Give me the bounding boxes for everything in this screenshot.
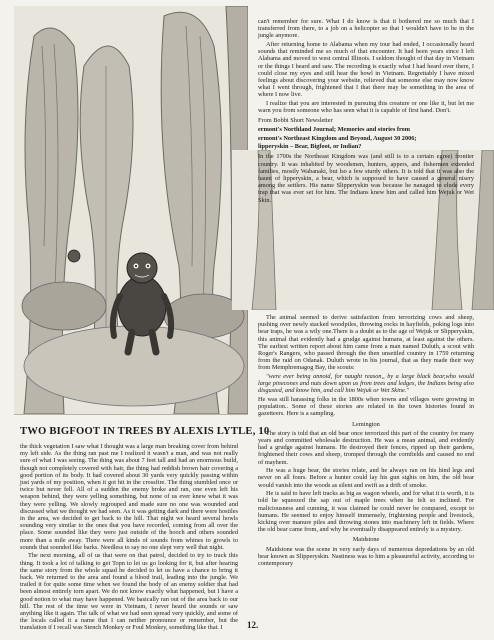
paragraph: Maidstone was the scene in very early days of numerous depredations by an old bear known as Slipperyskin. Nastiness was to him a pleasureful activity, according to contemporary bbox=[258, 545, 474, 568]
bigfoot-drawing bbox=[14, 6, 248, 415]
left-column bbox=[20, 443, 238, 633]
newsletter-header-line: ermont's Northeast Kingdom and Beyond, August 30 2006; bbox=[258, 134, 417, 142]
paragraph: The story is told that an old bear once terrorized this part of the country for many years and committed wholesale destruction. He was a mean animal, and evidently had a grudge against humans. He destroyed their fences, ripped up their gardens, frightened their cows and sheep, tromped through the cornfields and caused no end of mayhem. bbox=[258, 429, 474, 466]
paragraph: He is said to have left tracks as big as wagon wheels, and for what it is worth, it is told he squeezed the sap out of maple trees when he felt so inclined. For maliciousness and cunning, it was claimed he could never be compared, except to humans. He seemed to enjoy himself immensely, frightening people and livestock, kicking over manure piles and throwing stones into machinery left in fields. Where the old bear came from, and why he eventually disappeared entirely is a mystery. bbox=[258, 490, 474, 534]
right-column-bottom bbox=[258, 314, 474, 569]
newsletter-header-line: ermont's Northland Journal; Memories and stories from bbox=[258, 126, 411, 134]
drawing-svg bbox=[14, 6, 248, 414]
duluth-quote: "were ever being annoid, for naught reason,, by a large black bear,who would large pinecones and nuts down upon us from trees and ledges, the Indians being also disgusted, and know him, and call him Wejuk or Wet Skine." bbox=[258, 373, 474, 395]
newsletter-source: From Bobbi Short Newsletter bbox=[258, 117, 333, 125]
section-title-maidstone: Maidstone bbox=[352, 536, 380, 544]
right-column-top bbox=[258, 18, 474, 205]
paragraph: The animal seemed to derive satisfaction from terrorizing cows and sheep, pushing over newly stacked woodpiles, throwing rocks in hayfields, poking logs into bear traps, he was a wily one.There is a doubt as to the age of Wejuk or Slipperyskin, this animal that evidently had a grudge against humans, at least against the others. The earliest written report about him came from a man named Duluth, a scout with Roger's Rangers, who passed through the then unsettled country in 1759 returning from the raid on Odanak. Duluth wrote in his journal, that as they made their way from Memphremagog Bay, the scouts: bbox=[258, 314, 474, 372]
section-title-lemington: Lemington bbox=[352, 420, 380, 428]
page-number: 12. bbox=[247, 620, 259, 630]
paragraph: The next morning, all of us that were on that patrol, decided to try to track this thing. It took a lot of talking to get Topn to let us go looking for it, but after hearing the same story from the whole squad he decided to let us have a chance to bring it back. We returned to the area and found a blood trail, leading into the jungle. We trailed it for quite some time when we found the body of an enemy soldier that had been almost entirely torn apart. We do not know exactly what happened, but I have a good notion to what may have happened. We basically ran out of the area back to our hill. The rest of the time we were in Vietnam, I never heard the sounds or saw anything like it again. The talk of what we had seen spread very quickly, and some of the locals called it a name that I can neither pronounce or remember, but the translation if I recall was Stench Monkey or Foul Monkey, something like that. I bbox=[20, 552, 238, 632]
drawing-caption: TWO BIGFOOT IN TREES BY ALEXIS LYTLE, 10 bbox=[20, 426, 270, 437]
paragraph: In the 1700s the Northeast Kingdom was (and still is to a certain egree) frontier country. It was inhabited by woodsmen, hunters, appers, and fishermen extended families, mostly Wabanaki, but lso a few sturdy others. It is told that it was also the haunt of lipperyskin, a bear, which is supposed to have caused a general nisery among the settlers. His name Slipperyskin was because he nanaged to elude every trap that was ever set for him. The Indians knew him and called him Wejuk or Wet Skin. bbox=[258, 153, 474, 204]
paragraph: can't remember for sure. What I do know is that it bothered me so much that I transferred from there, to a job on a helicopter so that I wouldn't have to be in the jungle anymore. bbox=[258, 18, 474, 40]
paragraph: He was a huge bear, the stories relate, and he always ran on his hind legs and never on all fours. Before a hunter could lay his gun sights on him, the old bear would vanish into the woods as silent and swift as a drift of smoke. bbox=[258, 467, 474, 489]
paragraph: the thick vegetation I saw what I thought was a large man breaking cover from behind my left side. As the thing ran past me I realized it wasn't a man, and was not really sure of what I was seeing. The thing was about 7 feet tall and had an enormous build, though not completely covered with hair, the thing had reddish brown hair covering a good portion of its body. It had covered about 30 yards very quickly passing within just yards of my position, when it got hit in the crossfire. The thing stumbled once or twice but never fell. All of a sudden the enemy broke and ran, one even left his weapon behind, they were yelling something, but none of us ever knew what it was they were yelling. We slowly regrouped and made sure no one was wounded and discussed what we thought we had seen. As it was getting dark and there were hostiles in the area, we decided to get back to the hill. That night we heard several howls sounding very similar to the ones that you have recorded, coming from all over the place. Some sounded like they were just outside of the hooch and others sounded more than a mile away. There were all kinds of sounds from whines to growls to sounds that sounded like barks. Needless to say no one slept very well that night. bbox=[20, 443, 238, 551]
newsletter-header-line: lipperyskin – Bear, Bigfoot, or Indian? bbox=[258, 143, 362, 151]
paragraph: I realize that you are interested in pursuing this creature or one like it, but let me warn you from someone who has seen what it is capable of first hand. Don't. bbox=[258, 100, 474, 115]
paragraph: After returning home to Alabama when my tour had ended, I occasionally heard sounds that reminded me so much of that encounter. It had been years since I left Alabama and moved to west central Illinois. I seldom thought of that day in Vietnam or the things I heard and saw. The recording is exactly what I had heard over there, I could close my eyes and still hear the howl in Vietnam. Regrettably I have mixed feelings about discovering your website, relieved that someone else may now know what I went through, frightened that I that there may be something in the area of where I now live. bbox=[258, 41, 474, 99]
paragraph: He was still harassing folks in the 1800s when towns and villages were growing in population.. Some of these stories are related in the town histories found in gazetteers. Here is a sampling. bbox=[258, 396, 474, 418]
